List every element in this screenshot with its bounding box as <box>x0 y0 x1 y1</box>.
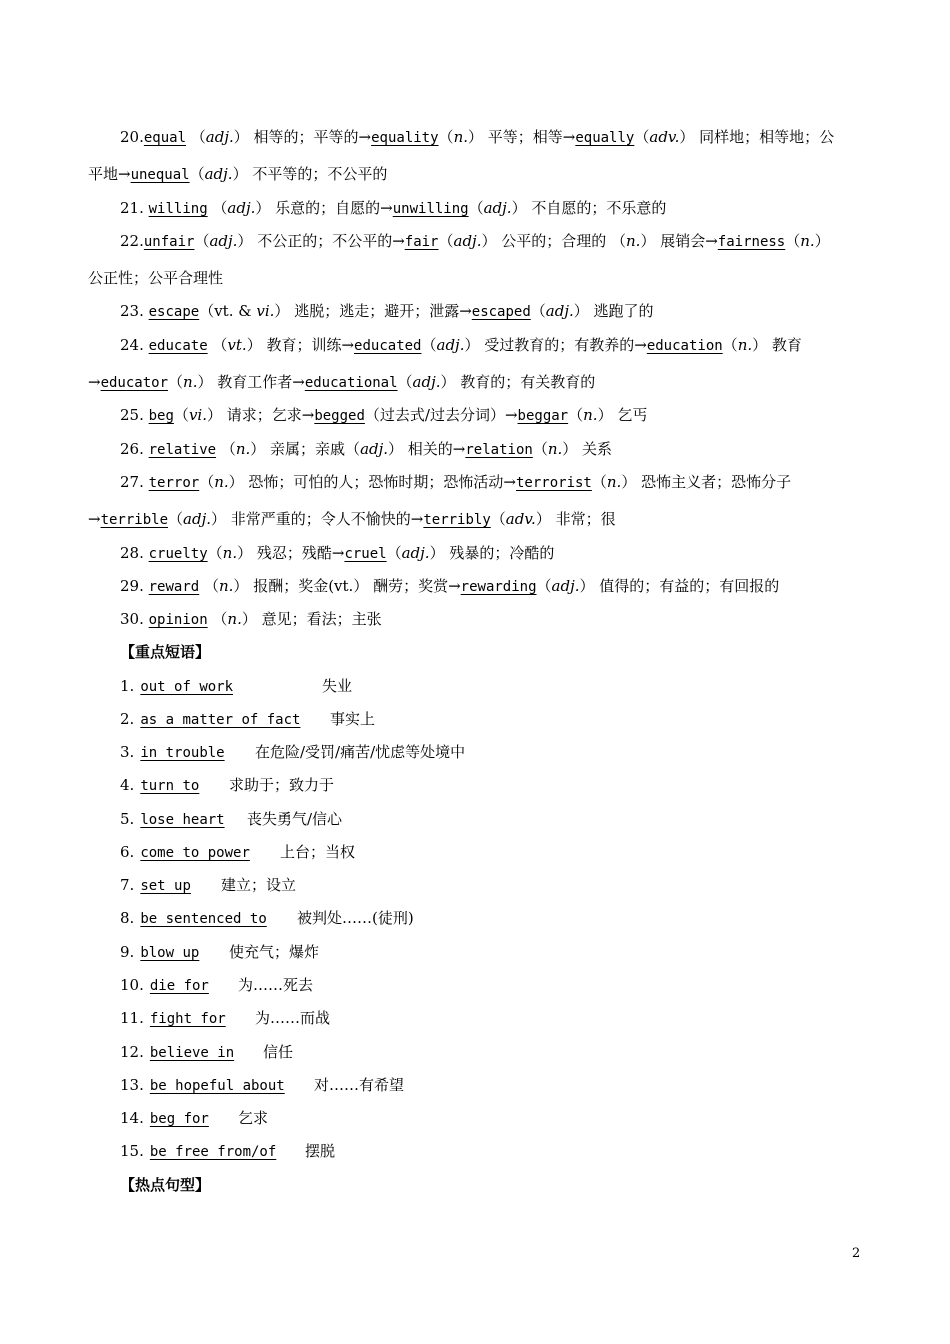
vocab-text: ） 平等；相等→ <box>468 128 576 146</box>
phrase-number: 9. <box>120 943 135 961</box>
vocab-text: （ <box>168 510 184 528</box>
part-of-speech: adj. <box>204 165 233 183</box>
vocab-text: （ <box>591 473 607 491</box>
phrase-number: 15. <box>120 1142 144 1160</box>
phrase-text: die for <box>149 978 209 994</box>
page-number: 2 <box>852 1246 861 1261</box>
phrase-row <box>120 972 920 998</box>
vocab-word: relation <box>465 442 533 458</box>
vocab-text: ） 受过教育的；有教养的→ <box>464 336 647 354</box>
vocab-text: ） 残暴的；冷酷的 <box>429 544 555 562</box>
vocab-text: （ <box>386 544 402 562</box>
part-of-speech: adv. <box>649 128 680 146</box>
phrase-row <box>120 839 920 865</box>
vocab-word: educate <box>148 338 208 354</box>
part-of-speech: adj. <box>205 128 234 146</box>
vocab-text: （ <box>490 510 506 528</box>
vocab-word: beg <box>148 408 174 424</box>
sentences-heading: 【热点句型】 <box>120 1176 211 1194</box>
vocab-text: （ <box>194 232 210 250</box>
phrase-text: as a matter of fact <box>140 712 301 728</box>
vocab-text: 23. <box>120 302 149 320</box>
vocab-text: 21. <box>120 199 149 217</box>
vocab-text: 24. <box>120 336 149 354</box>
phrase-text: set up <box>140 878 191 894</box>
phrase-text: turn to <box>140 778 200 794</box>
part-of-speech: adj. <box>360 440 389 458</box>
phrase-number: 7. <box>120 876 135 894</box>
vocab-line <box>88 369 950 395</box>
phrase-meaning: 为……死去 <box>238 976 314 994</box>
vocab-word: equal <box>143 130 187 146</box>
part-of-speech: vi. <box>188 406 207 424</box>
phrase-number: 13. <box>120 1076 144 1094</box>
vocab-word: fairness <box>717 234 786 250</box>
phrase-text: beg for <box>149 1111 209 1127</box>
phrase-row <box>120 905 920 931</box>
part-of-speech: adj. <box>436 336 465 354</box>
phrase-meaning: 使充气；爆炸 <box>229 943 320 961</box>
phrase-number: 6. <box>120 843 135 861</box>
part-of-speech: n. <box>583 406 598 424</box>
vocab-text: → <box>88 373 101 391</box>
vocab-line <box>88 506 950 532</box>
vocab-text: 20. <box>120 128 144 146</box>
part-of-speech: n. <box>453 128 468 146</box>
vocab-text: ） 报酬；奖金(vt.） 酬劳；奖赏→ <box>233 577 461 595</box>
vocab-text: ） 乐意的；自愿的→ <box>255 199 393 217</box>
phrase-row <box>120 1138 920 1164</box>
vocab-text: （ <box>199 473 215 491</box>
vocab-text: 22. <box>120 232 144 250</box>
vocab-text: 27. <box>120 473 149 491</box>
vocab-line <box>88 265 950 291</box>
vocab-text: ） 恐怖；可怕的人；恐怖时期；恐怖活动→ <box>228 473 516 491</box>
vocab-word: escape <box>148 304 200 320</box>
vocab-text: ） 非常；很 <box>535 510 616 528</box>
vocab-word: equally <box>575 130 635 146</box>
part-of-speech: n. <box>800 232 815 250</box>
vocab-text: 30. <box>120 610 149 628</box>
phrase-row <box>120 939 920 965</box>
phrase-meaning: 事实上 <box>330 710 376 728</box>
vocab-text: ） 相等的；平等的→ <box>233 128 372 146</box>
part-of-speech: n. <box>183 373 198 391</box>
part-of-speech: n. <box>737 336 753 354</box>
vocab-text: （ <box>207 610 228 628</box>
vocab-text: ） 公平的；合理的 （ <box>481 232 627 250</box>
vocab-word: opinion <box>148 612 208 628</box>
vocab-word: unwilling <box>392 201 469 217</box>
vocab-text: ） 值得的；有益的；有回报的 <box>579 577 780 595</box>
vocab-text: （ <box>207 199 228 217</box>
vocab-text: 29. <box>120 577 149 595</box>
part-of-speech: vi. <box>256 302 275 320</box>
vocab-text: （ <box>468 199 484 217</box>
phrase-meaning: 为……而战 <box>255 1009 331 1027</box>
vocab-line <box>120 540 950 566</box>
vocab-text: （ <box>438 232 454 250</box>
phrase-number: 3. <box>120 743 135 761</box>
vocab-word: beggar <box>517 408 569 424</box>
vocab-text: 公正性；公平合理性 <box>88 269 224 287</box>
part-of-speech: n. <box>606 473 622 491</box>
vocab-text: （ <box>722 336 738 354</box>
phrase-row <box>120 1039 920 1065</box>
phrase-number: 12. <box>120 1043 144 1061</box>
phrase-row <box>120 706 920 732</box>
part-of-speech: adj. <box>209 232 238 250</box>
vocab-text: 平地→ <box>88 165 131 183</box>
phrase-meaning: 求助于；致力于 <box>229 776 335 794</box>
vocab-word: willing <box>148 201 208 217</box>
vocab-word: relative <box>148 442 217 458</box>
phrase-number: 1. <box>120 677 135 695</box>
phrase-meaning: 丧失勇气/信心 <box>247 810 343 828</box>
vocab-word: educational <box>304 375 398 391</box>
phrase-number: 8. <box>120 909 135 927</box>
vocab-text: ） 逃跑了的 <box>573 302 654 320</box>
phrase-text: believe in <box>149 1045 235 1061</box>
phrases-heading: 【重点短语】 <box>120 643 211 661</box>
vocab-text: ） 逃脱；逃走；避开；泄露→ <box>274 302 472 320</box>
phrase-number: 14. <box>120 1109 144 1127</box>
part-of-speech: vt. <box>227 336 247 354</box>
vocab-text: （ <box>207 336 228 354</box>
vocab-text: （ <box>173 406 189 424</box>
phrase-meaning: 失业 <box>322 677 353 695</box>
phrase-meaning: 在危险/受罚/痛苦/忧虑等处境中 <box>255 743 466 761</box>
part-of-speech: adj. <box>551 577 580 595</box>
vocab-word: terror <box>148 475 200 491</box>
vocab-line <box>120 402 950 428</box>
part-of-speech: n. <box>218 577 234 595</box>
phrase-text: be sentenced to <box>140 911 267 927</box>
phrase-row <box>120 872 920 898</box>
phrase-meaning: 乞求 <box>238 1109 269 1127</box>
vocab-word: cruel <box>344 546 387 562</box>
phrase-meaning: 上台；当权 <box>280 843 356 861</box>
phrase-number: 5. <box>120 810 135 828</box>
vocab-text: （ <box>438 128 454 146</box>
vocab-line <box>120 228 950 254</box>
vocab-text: ） 教育 <box>752 336 802 354</box>
part-of-speech: n. <box>547 440 563 458</box>
phrase-row <box>120 739 920 765</box>
vocab-word: terrible <box>100 512 169 528</box>
phrase-row <box>120 772 920 798</box>
vocab-text: （ <box>536 577 552 595</box>
phrase-text: come to power <box>140 845 250 861</box>
vocab-line <box>120 332 950 358</box>
part-of-speech: adj. <box>227 199 256 217</box>
phrase-text: lose heart <box>140 812 225 828</box>
vocab-line <box>120 606 950 632</box>
phrase-number: 4. <box>120 776 135 794</box>
part-of-speech: adj. <box>183 510 211 528</box>
phrase-row <box>120 673 920 699</box>
phrase-text: be free from/of <box>149 1144 277 1160</box>
vocab-word: education <box>646 338 723 354</box>
vocab-text: （ <box>785 232 801 250</box>
vocab-word: educator <box>100 375 169 391</box>
part-of-speech: adj. <box>453 232 482 250</box>
phrase-meaning: 建立；设立 <box>221 876 297 894</box>
part-of-speech: n. <box>227 610 242 628</box>
phrase-text: out of work <box>140 679 234 695</box>
vocab-text: ） 残忍；残酷→ <box>237 544 345 562</box>
vocab-text: （ <box>532 440 548 458</box>
vocab-word: begged <box>314 408 365 424</box>
vocab-text: ） 教育工作者→ <box>197 373 305 391</box>
vocab-text: ） 不公正的；不公平的→ <box>237 232 405 250</box>
phrase-meaning: 被判处……(徒刑) <box>297 909 414 927</box>
vocab-text: （ <box>634 128 650 146</box>
vocab-text: （ <box>186 128 206 146</box>
phrase-number: 10. <box>120 976 144 994</box>
phrase-meaning: 摆脱 <box>305 1142 336 1160</box>
vocab-word: unequal <box>130 167 190 183</box>
vocab-line <box>88 161 950 187</box>
part-of-speech: n. <box>222 544 238 562</box>
vocab-text: 25. <box>120 406 149 424</box>
vocab-text: 28. <box>120 544 149 562</box>
part-of-speech: adj. <box>401 544 430 562</box>
vocab-text: （ <box>168 373 184 391</box>
vocab-text: ） 意见；看法；主张 <box>241 610 382 628</box>
phrase-row <box>120 1072 920 1098</box>
vocab-text: （ <box>189 165 205 183</box>
vocab-text: ） 教育；训练→ <box>246 336 355 354</box>
phrase-text: fight for <box>149 1011 226 1027</box>
part-of-speech: adv. <box>505 510 536 528</box>
vocab-word: cruelty <box>148 546 208 562</box>
vocab-text: （ <box>207 544 223 562</box>
vocab-line <box>120 573 950 599</box>
vocab-word: unfair <box>143 234 195 250</box>
vocab-text: （ <box>397 373 413 391</box>
vocab-text: ） 关系 <box>562 440 613 458</box>
vocab-word: rewarding <box>460 579 537 595</box>
vocab-line <box>120 195 950 221</box>
vocab-line <box>120 124 950 150</box>
vocab-text: ） 亲属；亲戚（ <box>250 440 361 458</box>
vocab-text: ） 非常严重的；令人不愉快的→ <box>211 510 424 528</box>
phrase-text: in trouble <box>140 745 225 761</box>
vocab-text: 26. <box>120 440 149 458</box>
vocab-text: （ <box>421 336 437 354</box>
vocab-line <box>120 469 950 495</box>
vocab-word: terribly <box>423 512 491 528</box>
vocab-line <box>120 436 950 462</box>
vocab-text: （ <box>568 406 584 424</box>
vocab-text: ） <box>814 232 830 250</box>
phrase-row <box>120 806 920 832</box>
vocab-text: ） 乞丐 <box>597 406 648 424</box>
phrase-row <box>120 1105 920 1131</box>
vocab-word: equality <box>371 130 439 146</box>
vocab-word: educated <box>354 338 422 354</box>
vocab-word: terrorist <box>516 475 592 491</box>
vocab-text: ） 不自愿的；不乐意的 <box>511 199 667 217</box>
phrase-number: 11. <box>120 1009 144 1027</box>
vocab-word: escaped <box>471 304 531 320</box>
vocab-text: ） 展销会→ <box>640 232 718 250</box>
vocab-text: （ <box>530 302 546 320</box>
part-of-speech: adj. <box>483 199 512 217</box>
vocab-word: reward <box>148 579 200 595</box>
vocab-line <box>120 298 950 324</box>
part-of-speech: adj. <box>412 373 441 391</box>
vocab-text: → <box>88 510 101 528</box>
phrase-number: 2. <box>120 710 135 728</box>
part-of-speech: n. <box>626 232 641 250</box>
vocab-text: ） 不平等的；不公平的 <box>232 165 388 183</box>
vocab-text: ） 相关的→ <box>388 440 466 458</box>
vocab-text: （ <box>216 440 236 458</box>
part-of-speech: n. <box>214 473 229 491</box>
phrase-meaning: 信任 <box>263 1043 294 1061</box>
part-of-speech: n. <box>235 440 251 458</box>
vocab-text: ） 同样地；相等地；公 <box>679 128 835 146</box>
part-of-speech: adj. <box>545 302 574 320</box>
vocab-text: ） 教育的；有关教育的 <box>440 373 596 391</box>
vocab-text: ） 恐怖主义者；恐怖分子 <box>621 473 792 491</box>
phrase-text: be hopeful about <box>149 1078 285 1094</box>
phrase-text: blow up <box>140 945 200 961</box>
vocab-text: ） 请求；乞求→ <box>206 406 315 424</box>
phrase-meaning: 对……有希望 <box>314 1076 405 1094</box>
phrase-row <box>120 1005 920 1031</box>
vocab-text: （过去式/过去分词）→ <box>364 406 518 424</box>
vocab-word: fair <box>404 234 439 250</box>
vocab-text: （ <box>199 577 219 595</box>
vocab-text: （vt. & <box>199 302 257 320</box>
